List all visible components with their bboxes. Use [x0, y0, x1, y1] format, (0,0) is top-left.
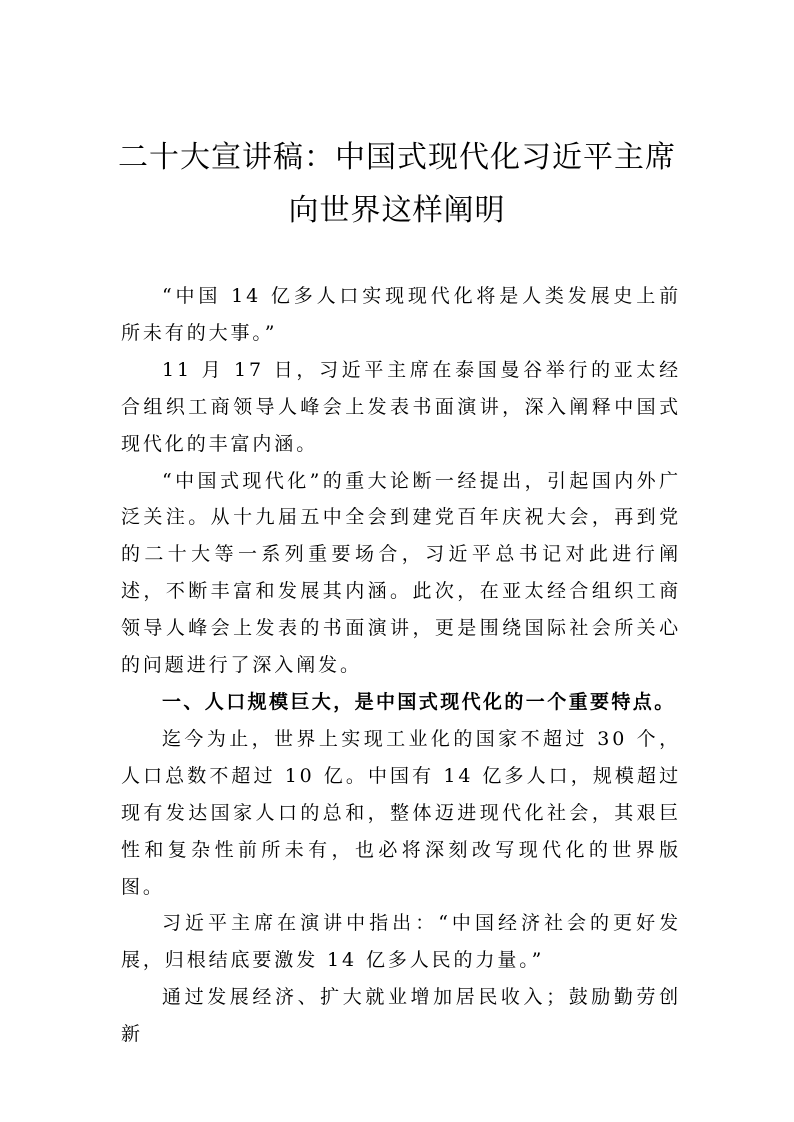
paragraph-economy: 通过发展经济、扩大就业增加居民收入；鼓励勤劳创新: [121, 986, 681, 1046]
document-title-line-2: 向世界这样阐明: [288, 193, 506, 228]
section-heading-1: 一、人口规模巨大，是中国式现代化的一个重要特点。: [162, 690, 676, 713]
paragraph-speech-intro: 11 月 17 日，习近平主席在泰国曼谷举行的亚太经合组织工商领导人峰会上发表书面演讲，深入阐释中国式现代化的丰富内涵。: [121, 358, 681, 455]
paragraph-speech-quote: 习近平主席在演讲中指出：“中国经济社会的更好发展，归根结底要激发 14 亿多人民的力量。”: [121, 912, 681, 972]
paragraph-quote: “中国 14 亿多人口实现现代化将是人类发展史上前所未有的大事。”: [121, 285, 681, 344]
document-title-line-1: 二十大宣讲稿：中国式现代化习近平主席: [118, 140, 676, 175]
paragraph-background: “中国式现代化”的重大论断一经提出，引起国内外广泛关注。从十九届五中全会到建党百年庆祝大会，再到党的二十大等一系列重要场合，习近平总书记对此进行阐述，不断丰富和发展其内涵。此次，在亚太经合组织工商领导人峰会上发表的书面演讲，更是围绕国际社会所关心的问题进行了深入阐发。: [121, 469, 681, 677]
paragraph-population: 迄今为止，世界上实现工业化的国家不超过 30 个，人口总数不超过 10 亿。中国有 14 亿多人口，规模超过现有发达国家人口的总和，整体迈进现代化社会，其艰巨性和复杂性前所未有，也必将深刻改写现代化的世界版图。: [121, 727, 681, 898]
document-body: [121, 278, 681, 1053]
